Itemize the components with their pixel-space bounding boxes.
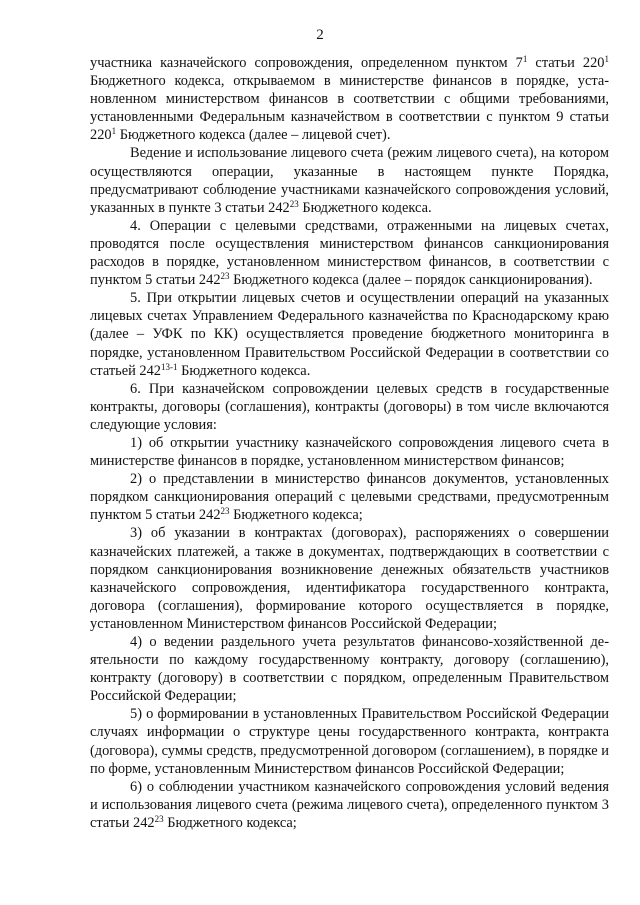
paragraph-p2 [90,217,609,289]
document-body [90,54,609,832]
paragraph-p4 [90,380,609,434]
paragraph-p7 [90,524,609,633]
superscript-index: 1 [522,54,528,64]
superscript-index: 23 [220,271,230,282]
text-run: 6) о соблюдении участником казначейского сопровождения условий ведения и использования лицевого счета (режима лицевого счета), определенного пунктом 3 статьи 242 [90,778,609,831]
paragraph-p10 [90,778,609,832]
text-run: Бюджетного кодекса; [163,814,297,831]
superscript-index: 23 [154,813,164,824]
text-run: Ведение и использование лицевого счета (режим лицевого счета), на котором осуществляются операции, указанные в настоящем пункте Порядка, предусматривают соблюдение участниками казначейского сопровождения условий, указанных в пункте 3 статьи 242 [90,145,609,216]
paragraph-p5 [90,434,609,470]
text-run: статьи 220 [527,55,605,71]
paragraph-p6 [90,470,609,524]
text-run: 4. Операции с целевыми средствами, отраженными на лицевых счетах, проводятся после осуществления министерством финансов санкционирования расходов в порядке, установленном министерством финансов, в соответствии с пунктом 5 статьи 242 [90,217,609,289]
superscript-index: 23 [220,506,230,517]
text-run: 4) о ведении раздельного учета результатов финансово-хозяйственной деятельности по каждому государственному контракту, договору (соглашению), контракту (договору) в соответствии с порядком, определенным Правительством Российской Федерации; [90,634,609,705]
text-run: 5. При открытии лицевых счетов и осуществлении операций на указанных лицевых счетах Управлением Федерального казначейства по Краснодарскому краю (далее – УФК по КК) осуществляется проведение бюджетного мониторинга в порядке, установленном Правительством Российской Федерации в соответствии со статьей 242 [90,290,609,379]
text-run: Бюджетного кодекса; [229,507,363,524]
superscript-index: 13-1 [161,361,178,372]
page-number: 2 [316,27,324,43]
superscript-index: 23 [289,198,299,209]
paragraph-p0 [90,54,609,144]
text-run: Бюджетного кодекса. [298,199,432,216]
text-run: 6. При казначейском сопровождении целевых средств в государственные контракты, договоры (соглашения), контракты (договоры) в том числе включаются следующие условия: [90,380,609,433]
text-run: участника казначейского сопровождения, определенном пунктом 7 [90,55,523,71]
paragraph-p8 [90,633,609,705]
text-run: Бюджетного кодекса (далее – лицевой счет). [116,127,391,144]
text-run: 5) о формировании в установленных Правительством Российской Федерации случаях информации о структуре цены государственного контракта, контракта (договора), суммы средств, предусмотренной договором (соглашением), в порядке и по форме, установленным Министерством финансов Российской Федерации; [90,706,609,777]
text-run: 2) о представлении в министерство финансов документов, установленных порядком санкционирования операций с целевыми средствами, предусмотренным пунктом 5 статьи 242 [90,471,609,524]
paragraph-p9 [90,705,609,777]
superscript-index: 1 [604,54,609,64]
text-run: Бюджетного кодекса (далее – порядок санкционирования). [229,272,593,289]
superscript-index: 1 [111,126,117,137]
text-run: Бюджетного кодекса, открываемом в министерстве финансов в порядке, установленном министерством финансов в соответствии с общими требованиями, установленными Федеральным казначейством в соответствии с пунктом 9 статьи 220 [90,73,609,144]
text-run: 1) об открытии участнику казначейского сопровождения лицевого счета в министерстве финансов в порядке, установленном министерством финансов; [90,434,609,470]
paragraph-p3 [90,289,609,379]
text-run: 3) об указании в контрактах (договорах), распоряжениях о совершении казначейских платежей, а также в документах, подтверждающих в соответствии с порядком санкционирования возникновение денежных обязательств участников казначейского сопровождения, идентификатора государственного контракта, договора (соглашения), формирование которого осуществляется в порядке, установленном Министерством финансов Российской Федерации; [90,525,609,632]
text-run: Бюджетного кодекса. [177,362,311,379]
paragraph-p1 [90,144,609,216]
